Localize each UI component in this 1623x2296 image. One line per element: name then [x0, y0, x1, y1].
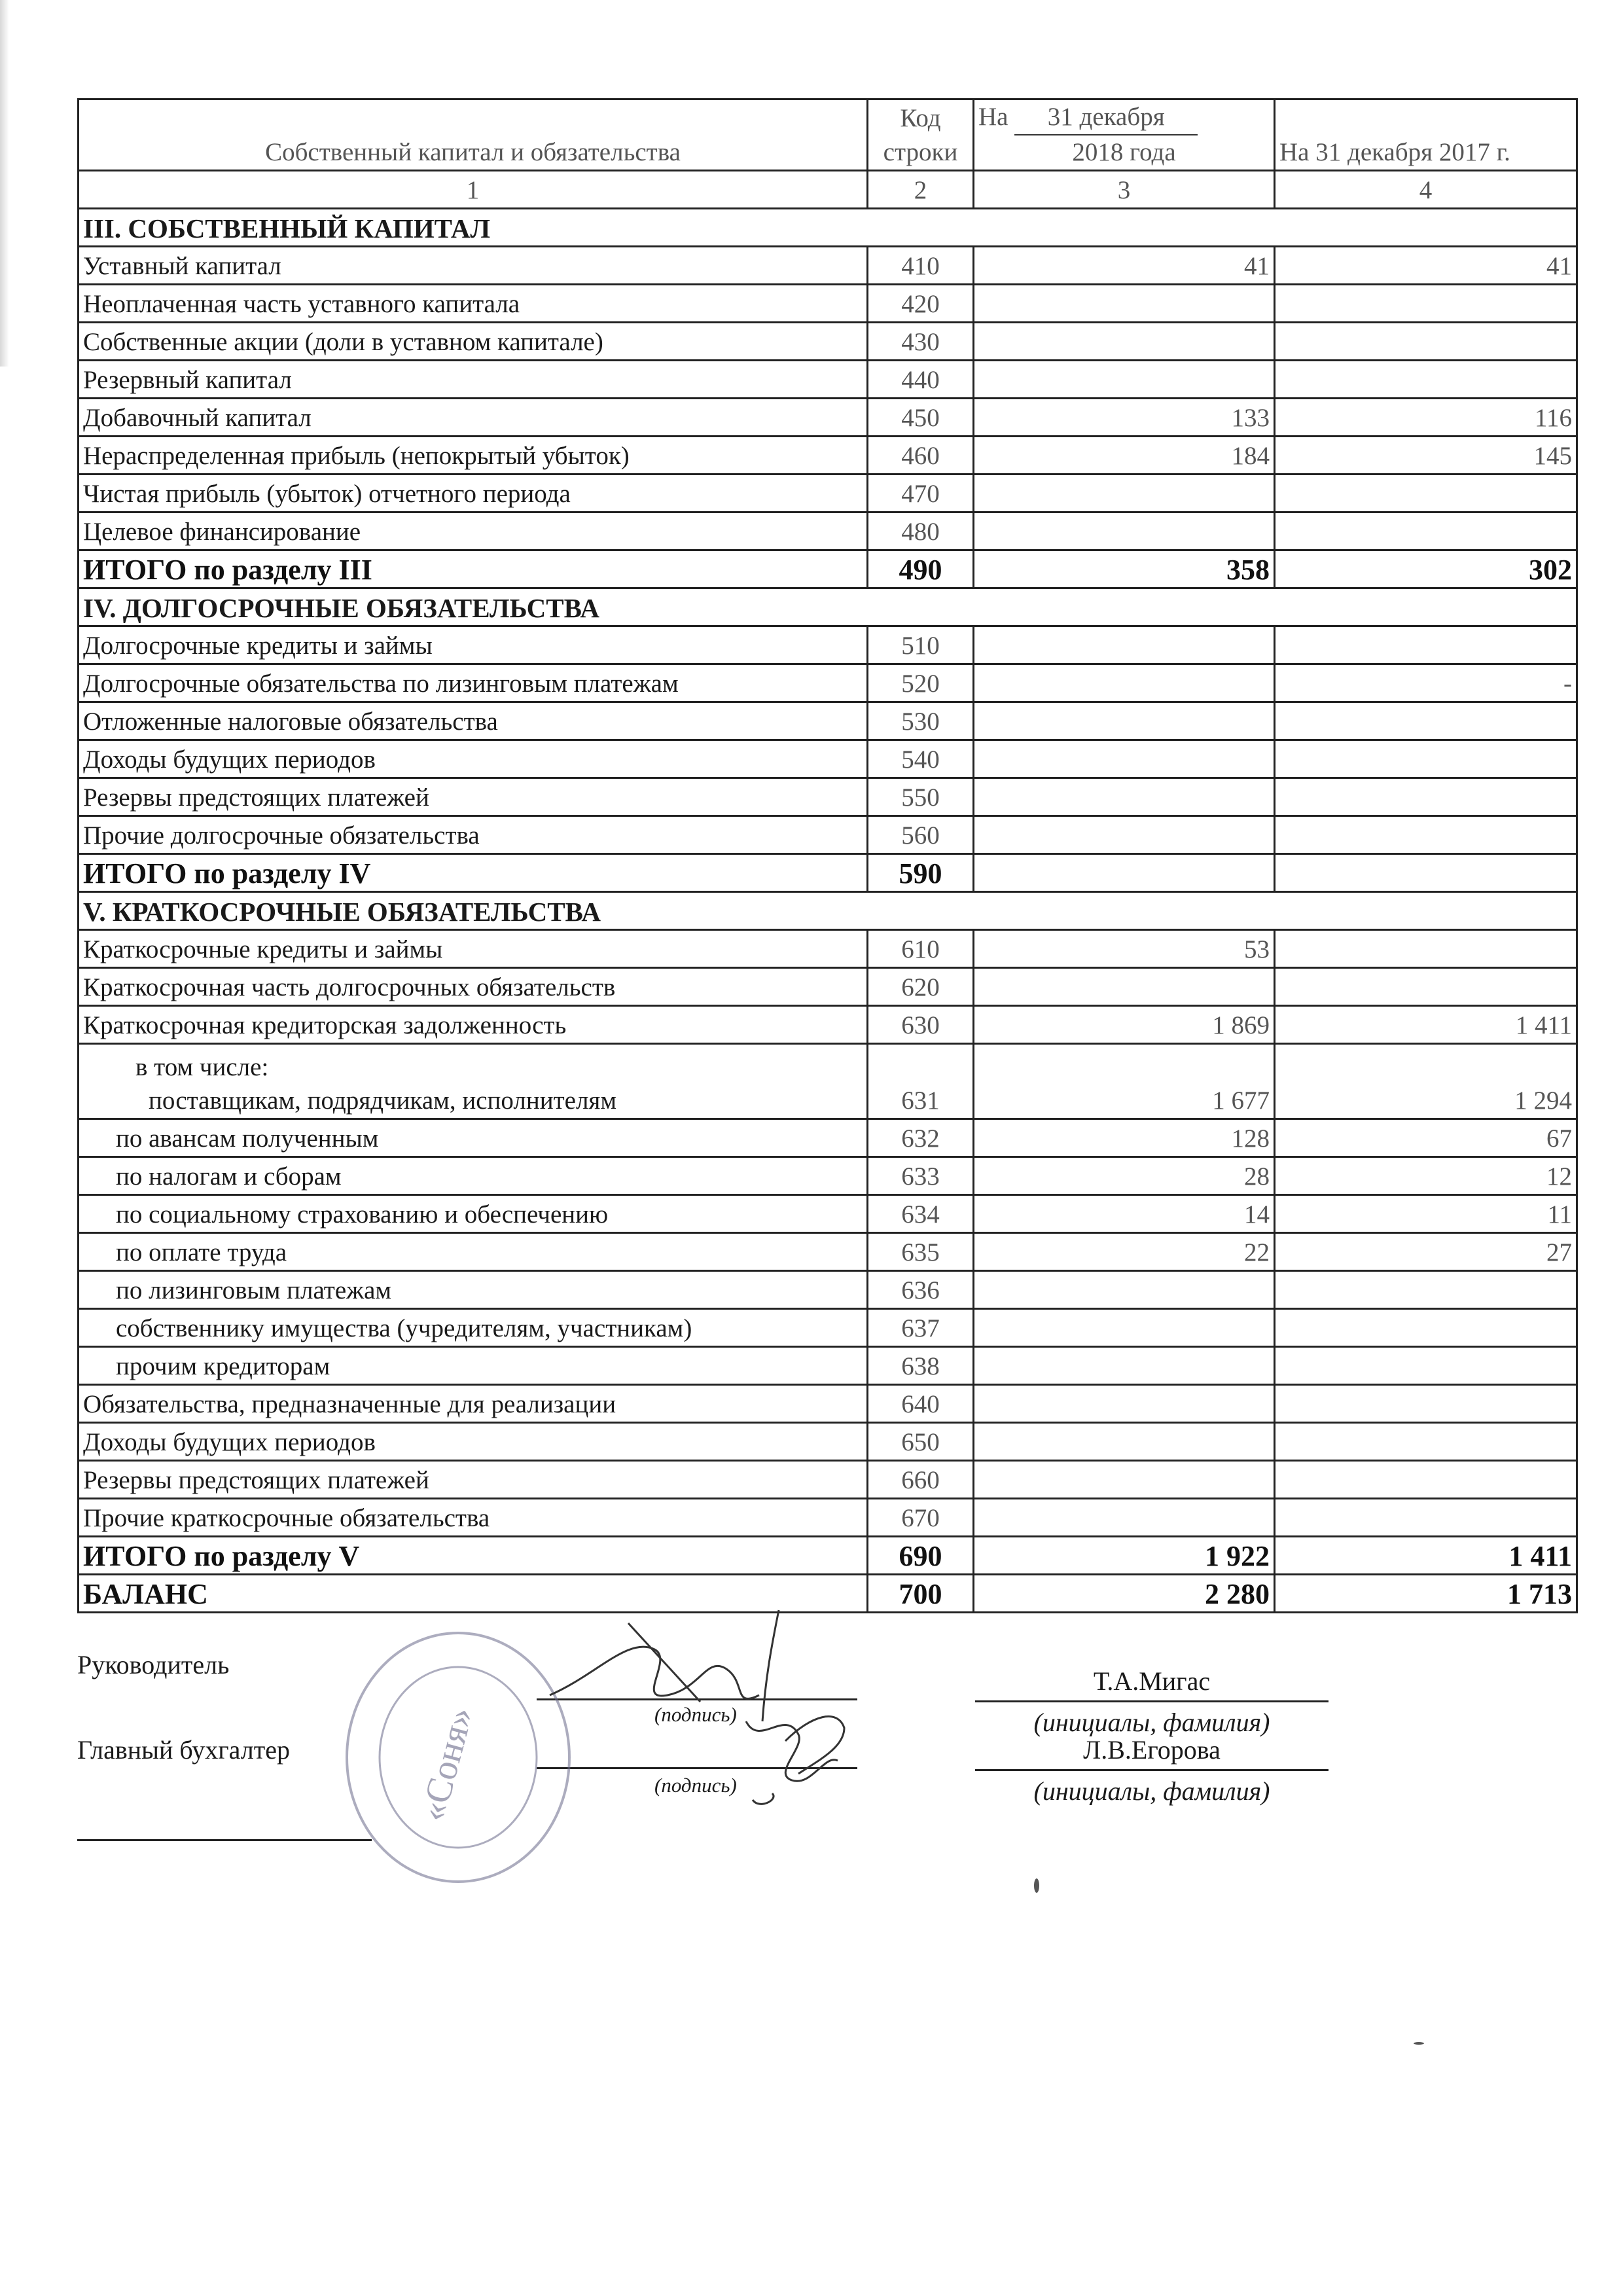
row-label: БАЛАНС	[79, 1575, 868, 1613]
value-2018: 2 280	[974, 1575, 1275, 1613]
value-2018	[974, 512, 1275, 550]
value-2017: 145	[1275, 437, 1577, 475]
table-row	[79, 361, 1577, 399]
table-row	[79, 1423, 1577, 1461]
scan-speck	[1034, 1878, 1039, 1893]
row-label	[79, 1044, 868, 1119]
row-label: Чистая прибыль (убыток) отчетного периода	[79, 475, 868, 512]
value-2018	[974, 626, 1275, 664]
row-label: Краткосрочная кредиторская задолженность	[79, 1006, 868, 1044]
column-number: 1	[79, 171, 868, 209]
table-row	[79, 968, 1577, 1006]
value-2017	[1275, 740, 1577, 778]
row-label: ИТОГО по разделу III	[79, 550, 868, 588]
row-code: 530	[868, 702, 974, 740]
section-header-row	[79, 892, 1577, 930]
value-2018: 1 869	[974, 1006, 1275, 1044]
value-2017: 67	[1275, 1119, 1577, 1157]
value-2017	[1275, 1309, 1577, 1347]
row-code: 640	[868, 1385, 974, 1423]
total-row	[79, 1537, 1577, 1575]
value-2018	[974, 323, 1275, 361]
column-number-row	[79, 171, 1577, 209]
row-label: ИТОГО по разделу IV	[79, 854, 868, 892]
row-label: Прочие краткосрочные обязательства	[79, 1499, 868, 1537]
value-2018: 184	[974, 437, 1275, 475]
table-row	[79, 399, 1577, 437]
scan-speck	[1414, 2042, 1424, 2045]
row-label: Доходы будущих периодов	[79, 1423, 868, 1461]
table-row	[79, 1157, 1577, 1195]
row-code: 410	[868, 247, 974, 285]
row-code: 700	[868, 1575, 974, 1613]
value-2018	[974, 854, 1275, 892]
row-label: Доходы будущих периодов	[79, 740, 868, 778]
row-code: 634	[868, 1195, 974, 1233]
balance-sheet-table	[77, 98, 1578, 1613]
value-2017: 11	[1275, 1195, 1577, 1233]
value-2017	[1275, 1385, 1577, 1423]
head-signature-caption: (подпись)	[654, 1703, 737, 1726]
value-2017: 1 294	[1275, 1044, 1577, 1119]
value-2017	[1275, 816, 1577, 854]
row-label: собственнику имущества (учредителям, участникам)	[79, 1309, 868, 1347]
table-row	[79, 1347, 1577, 1385]
head-name: Т.А.Мигас	[1093, 1666, 1211, 1696]
row-label: по социальному страхованию и обеспечению	[79, 1195, 868, 1233]
value-2018	[974, 1499, 1275, 1537]
value-2017	[1275, 854, 1577, 892]
blank-line	[77, 1839, 372, 1841]
value-2017	[1275, 512, 1577, 550]
row-code: 470	[868, 475, 974, 512]
row-label: по налогам и сборам	[79, 1157, 868, 1195]
row-code: 638	[868, 1347, 974, 1385]
row-label: Добавочный капитал	[79, 399, 868, 437]
table-row	[79, 1271, 1577, 1309]
row-label: Прочие долгосрочные обязательства	[79, 816, 868, 854]
section-title: V. КРАТКОСРОЧНЫЕ ОБЯЗАТЕЛЬСТВА	[79, 892, 1577, 930]
value-2017	[1275, 285, 1577, 323]
row-label: по авансам полученным	[79, 1119, 868, 1157]
header-line-code: Код строки	[868, 99, 974, 171]
value-2018: 53	[974, 930, 1275, 968]
value-2017	[1275, 1271, 1577, 1309]
row-code: 550	[868, 778, 974, 816]
row-label: Резервы предстоящих платежей	[79, 778, 868, 816]
row-code: 631	[868, 1044, 974, 1119]
value-2017	[1275, 930, 1577, 968]
table-row	[79, 1385, 1577, 1423]
accountant-name-line	[975, 1769, 1329, 1771]
value-2017: 27	[1275, 1233, 1577, 1271]
value-2017: 116	[1275, 399, 1577, 437]
value-2018	[974, 1385, 1275, 1423]
table-row	[79, 778, 1577, 816]
row-code: 480	[868, 512, 974, 550]
value-2018	[974, 1347, 1275, 1385]
row-code: 460	[868, 437, 974, 475]
header-current-date: 31 декабря	[1014, 100, 1198, 135]
row-label: Собственные акции (доли в уставном капитале)	[79, 323, 868, 361]
header-current-year: 2018 года	[1072, 138, 1176, 166]
value-2018	[974, 1309, 1275, 1347]
accountant-signature-scribble	[733, 1695, 864, 1813]
row-label: Нераспределенная прибыль (непокрытый убыток)	[79, 437, 868, 475]
value-2017: 41	[1275, 247, 1577, 285]
column-number: 3	[974, 171, 1275, 209]
table-row	[79, 702, 1577, 740]
row-code: 633	[868, 1157, 974, 1195]
row-code: 450	[868, 399, 974, 437]
row-code: 660	[868, 1461, 974, 1499]
value-2018: 128	[974, 1119, 1275, 1157]
row-code: 440	[868, 361, 974, 399]
value-2018: 358	[974, 550, 1275, 588]
header-current-prefix: На	[978, 103, 1008, 131]
row-code: 650	[868, 1423, 974, 1461]
row-code: 540	[868, 740, 974, 778]
table-row	[79, 285, 1577, 323]
value-2018	[974, 475, 1275, 512]
value-2018	[974, 968, 1275, 1006]
header-current-period	[974, 99, 1275, 171]
value-2018	[974, 778, 1275, 816]
section-header-row	[79, 209, 1577, 247]
row-label: Уставный капитал	[79, 247, 868, 285]
table-row	[79, 1461, 1577, 1499]
column-number: 2	[868, 171, 974, 209]
value-2017	[1275, 475, 1577, 512]
table-row	[79, 816, 1577, 854]
row-code: 630	[868, 1006, 974, 1044]
column-number: 4	[1275, 171, 1577, 209]
row-label: Неоплаченная часть уставного капитала	[79, 285, 868, 323]
value-2017	[1275, 1499, 1577, 1537]
value-2017	[1275, 323, 1577, 361]
value-2018: 28	[974, 1157, 1275, 1195]
table-row	[79, 626, 1577, 664]
row-code: 590	[868, 854, 974, 892]
header-equity-liabilities: Собственный капитал и обязательства	[79, 99, 868, 171]
table-row	[79, 664, 1577, 702]
value-2018: 41	[974, 247, 1275, 285]
table-row	[79, 1309, 1577, 1347]
value-2018: 22	[974, 1233, 1275, 1271]
value-2018	[974, 285, 1275, 323]
value-2017	[1275, 968, 1577, 1006]
total-row	[79, 854, 1577, 892]
row-label: Обязательства, предназначенные для реализации	[79, 1385, 868, 1423]
row-label: Отложенные налоговые обязательства	[79, 702, 868, 740]
row-code: 637	[868, 1309, 974, 1347]
row-code: 690	[868, 1537, 974, 1575]
value-2017: 12	[1275, 1157, 1577, 1195]
table-row	[79, 1044, 1577, 1119]
row-label: прочим кредиторам	[79, 1347, 868, 1385]
accountant-label: Главный бухгалтер	[77, 1735, 290, 1765]
row-label: по лизинговым платежам	[79, 1271, 868, 1309]
row-label: Краткосрочная часть долгосрочных обязательств	[79, 968, 868, 1006]
value-2018: 14	[974, 1195, 1275, 1233]
accountant-signature-caption: (подпись)	[654, 1774, 737, 1797]
table-row	[79, 1499, 1577, 1537]
table-row	[79, 1233, 1577, 1271]
table-row	[79, 930, 1577, 968]
table-row	[79, 1195, 1577, 1233]
row-code: 670	[868, 1499, 974, 1537]
value-2018	[974, 664, 1275, 702]
table-row	[79, 323, 1577, 361]
row-label: Долгосрочные обязательства по лизинговым платежам	[79, 664, 868, 702]
value-2017	[1275, 626, 1577, 664]
table-row	[79, 247, 1577, 285]
table-row	[79, 740, 1577, 778]
row-code: 520	[868, 664, 974, 702]
value-2017	[1275, 702, 1577, 740]
row-code: 636	[868, 1271, 974, 1309]
row-label: по оплате труда	[79, 1233, 868, 1271]
value-2018	[974, 1461, 1275, 1499]
head-label: Руководитель	[77, 1650, 230, 1679]
row-label: Резервный капитал	[79, 361, 868, 399]
total-row	[79, 550, 1577, 588]
value-2017: 1 411	[1275, 1537, 1577, 1575]
value-2018: 1 922	[974, 1537, 1275, 1575]
table-row	[79, 1119, 1577, 1157]
section-header-row	[79, 588, 1577, 626]
row-label: Целевое финансирование	[79, 512, 868, 550]
head-name-caption: (инициалы, фамилия)	[1033, 1708, 1270, 1737]
scan-edge-shadow	[0, 0, 9, 367]
table-row	[79, 437, 1577, 475]
value-2018	[974, 816, 1275, 854]
row-code: 632	[868, 1119, 974, 1157]
value-2018: 133	[974, 399, 1275, 437]
row-code: 610	[868, 930, 974, 968]
value-2017: 1 411	[1275, 1006, 1577, 1044]
value-2017	[1275, 1423, 1577, 1461]
header-previous-period: На 31 декабря 2017 г.	[1275, 99, 1577, 171]
table-row	[79, 475, 1577, 512]
value-2017: -	[1275, 664, 1577, 702]
row-label: Краткосрочные кредиты и займы	[79, 930, 868, 968]
row-label: Резервы предстоящих платежей	[79, 1461, 868, 1499]
table-row	[79, 1006, 1577, 1044]
value-2017	[1275, 361, 1577, 399]
stamp-text: «Соня»	[412, 1702, 482, 1825]
value-2018	[974, 1423, 1275, 1461]
row-label: Долгосрочные кредиты и займы	[79, 626, 868, 664]
row-code: 635	[868, 1233, 974, 1271]
row-code: 620	[868, 968, 974, 1006]
value-2017	[1275, 1347, 1577, 1385]
value-2017	[1275, 1461, 1577, 1499]
row-label: ИТОГО по разделу V	[79, 1537, 868, 1575]
value-2018	[974, 1271, 1275, 1309]
row-code: 560	[868, 816, 974, 854]
accountant-name: Л.В.Егорова	[1083, 1735, 1221, 1765]
value-2017: 302	[1275, 550, 1577, 588]
value-2018: 1 677	[974, 1044, 1275, 1119]
head-name-line	[975, 1700, 1329, 1702]
row-code: 420	[868, 285, 974, 323]
table-header-row	[79, 99, 1577, 171]
row-code: 490	[868, 550, 974, 588]
value-2018	[974, 361, 1275, 399]
row-code: 430	[868, 323, 974, 361]
value-2017	[1275, 778, 1577, 816]
value-2018	[974, 702, 1275, 740]
accountant-name-caption: (инициалы, фамилия)	[1033, 1776, 1270, 1806]
table-row	[79, 512, 1577, 550]
value-2017: 1 713	[1275, 1575, 1577, 1613]
section-title: III. СОБСТВЕННЫЙ КАПИТАЛ	[79, 209, 1577, 247]
section-title: IV. ДОЛГОСРОЧНЫЕ ОБЯЗАТЕЛЬСТВА	[79, 588, 1577, 626]
row-code: 510	[868, 626, 974, 664]
value-2018	[974, 740, 1275, 778]
row-label-text: поставщикам, подрядчикам, исполнителям	[149, 1086, 617, 1115]
row-label-prefix: в том числе:	[135, 1053, 269, 1081]
